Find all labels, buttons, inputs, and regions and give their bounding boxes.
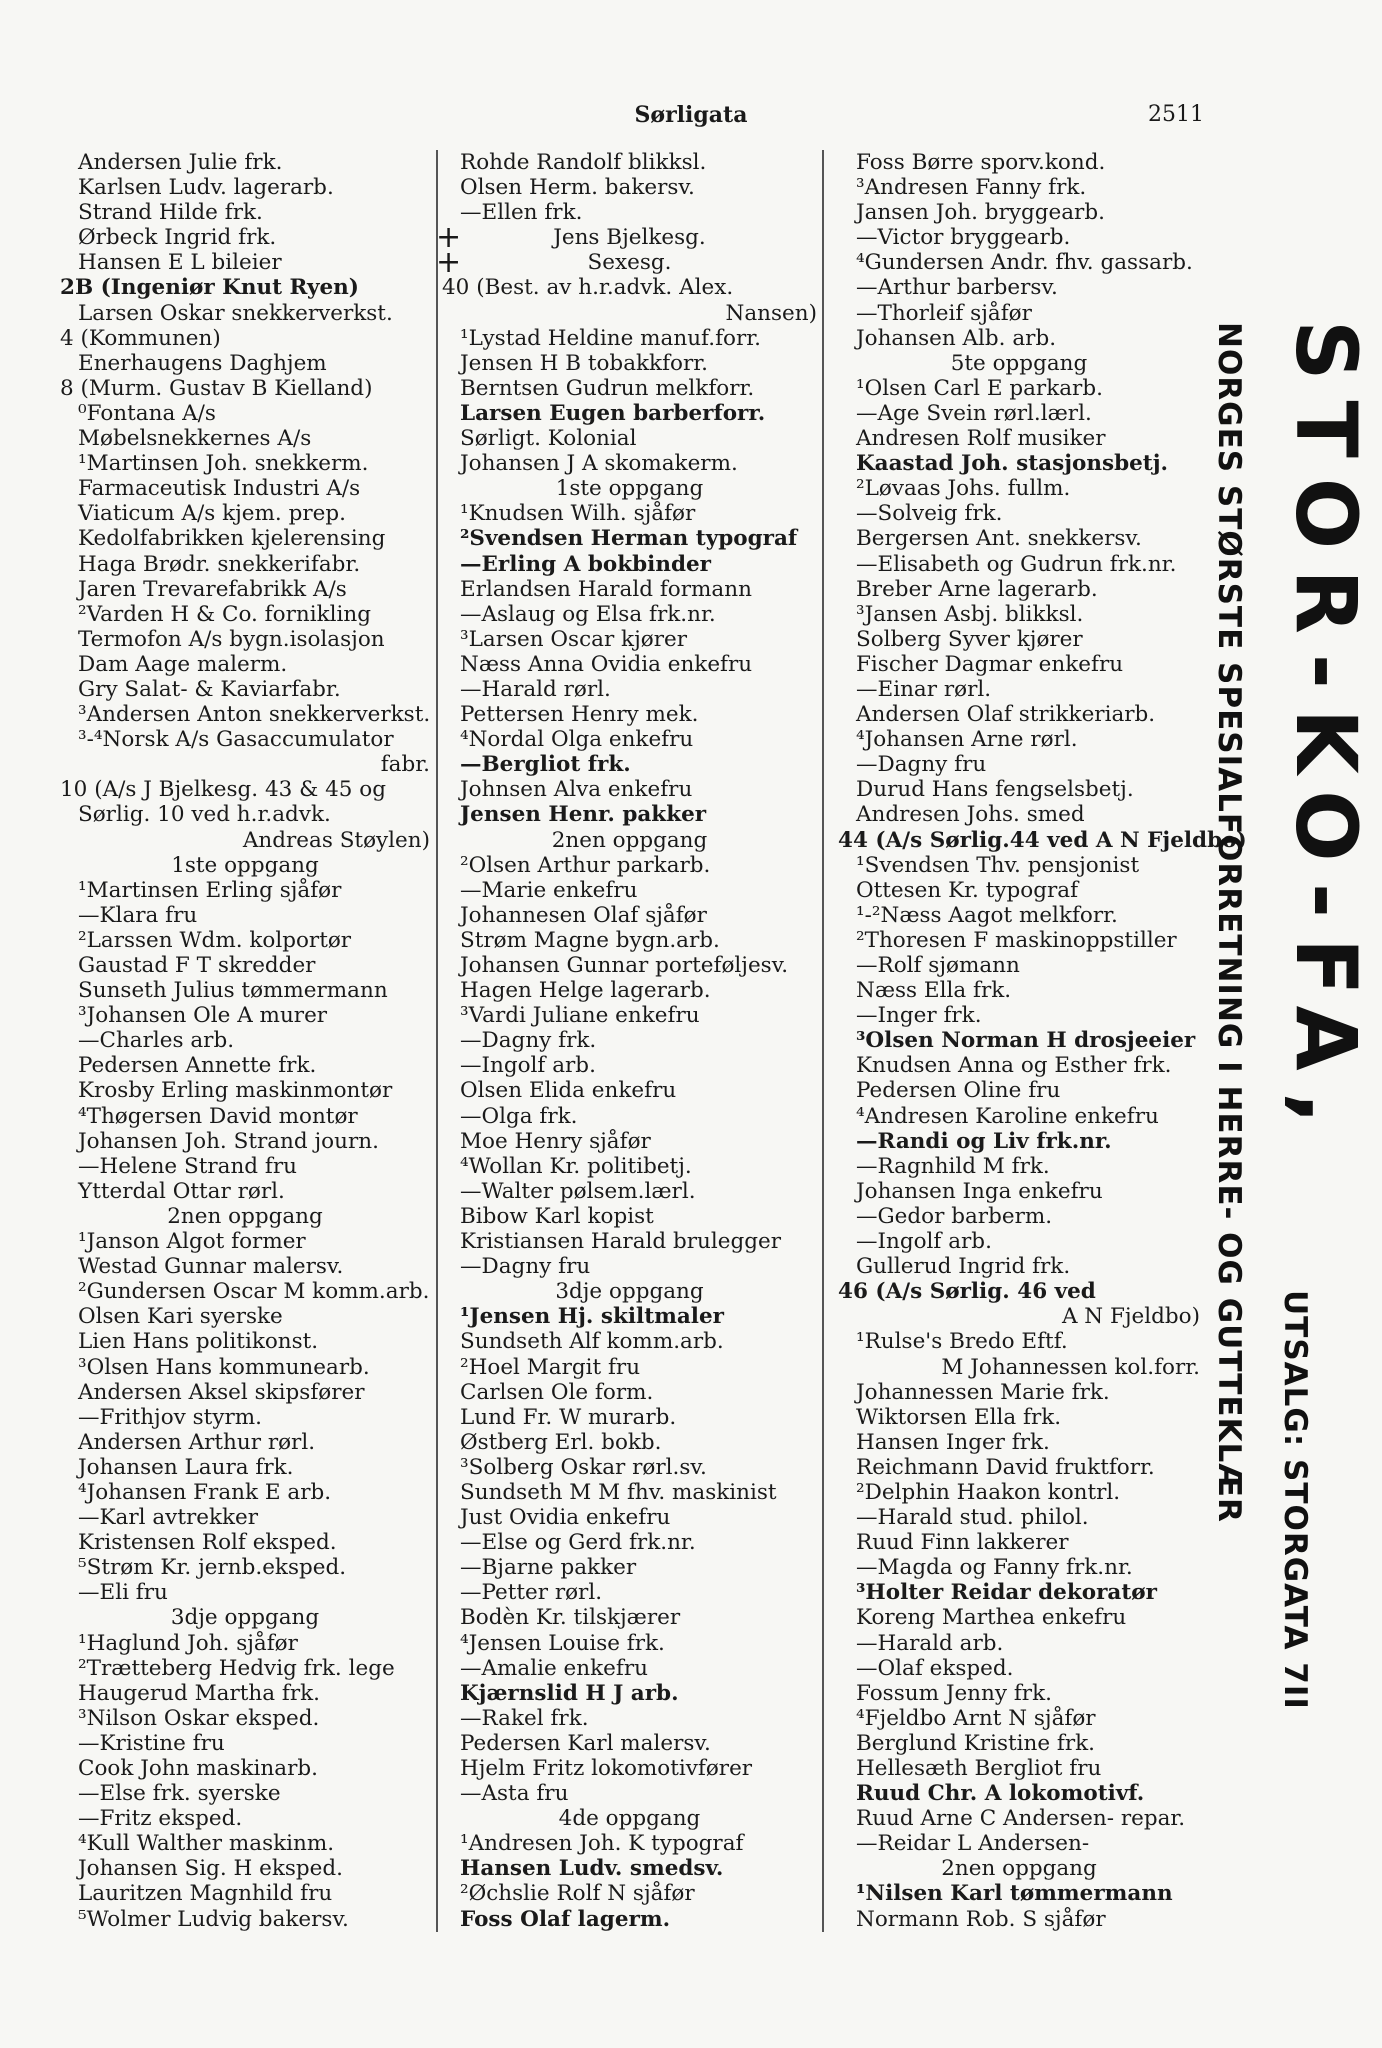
directory-entry: Bergersen Ant. snekkersv.: [856, 526, 1142, 552]
directory-entry: Larsen Oskar snekkerverkst.: [78, 300, 393, 326]
directory-entry: Møbelsnekkernes A/s: [78, 426, 312, 452]
directory-entry: —Age Svein rørl.lærl.: [856, 400, 1092, 426]
stairway-heading: Sexesg.: [587, 250, 672, 276]
directory-entry: —Eli fru: [78, 1580, 168, 1606]
directory-entry: Andersen Olaf strikkeriarb.: [856, 702, 1156, 728]
directory-entry: —Marie enkefru: [460, 877, 638, 903]
directory-entry: Haga Brødr. snekkerifabr.: [78, 551, 361, 577]
directory-entry: Ruud Arne C Andersen- repar.: [856, 1806, 1186, 1832]
directory-entry: Westad Gunnar malersv.: [78, 1254, 344, 1280]
directory-entry: ²Trætteberg Hedvig frk. lege: [78, 1655, 395, 1681]
directory-entry: ⁰Fontana A/s: [78, 400, 216, 426]
directory-entry: ⁵Strøm Kr. jernb.eksped.: [78, 1555, 347, 1581]
directory-entry: Johannessen Marie frk.: [856, 1379, 1110, 1405]
directory-entry: Johannesen Olaf sjåfør: [460, 902, 707, 928]
directory-entry: Ottesen Kr. typograf: [856, 877, 1079, 903]
directory-entry: Pedersen Annette frk.: [78, 1053, 317, 1079]
stairway-heading: 1ste oppgang: [171, 852, 319, 878]
directory-entry: fabr.: [380, 752, 430, 778]
directory-entry: Farmaceutisk Industri A/s: [78, 476, 361, 502]
directory-entry: Johansen Inga enkefru: [856, 1178, 1103, 1204]
cross-street-marker: +: [436, 245, 462, 280]
directory-entry: Næss Anna Ovidia enkefru: [460, 651, 753, 677]
address-heading: 46 (A/s Sørlig. 46 ved: [838, 1279, 1096, 1305]
directory-entry: Ruud Chr. A lokomotivf.: [856, 1781, 1145, 1807]
directory-entry: Andresen Johs. smed: [856, 802, 1085, 828]
directory-entry: ²Delphin Haakon kontrl.: [856, 1479, 1121, 1505]
advertisement-brand: STOR-KO-FA,: [1277, 320, 1375, 1145]
directory-entry: —Charles arb.: [78, 1028, 235, 1054]
directory-entry: ²Hoel Margit fru: [460, 1354, 641, 1380]
directory-entry: Sundseth Alf komm.arb.: [460, 1329, 724, 1355]
directory-entry: ¹Haglund Joh. sjåfør: [78, 1630, 298, 1656]
directory-entry: Næss Ella frk.: [856, 978, 1012, 1004]
directory-entry: ¹Olsen Carl E parkarb.: [856, 375, 1103, 401]
directory-entry: Sundseth M M fhv. maskinist: [460, 1479, 777, 1505]
directory-entry: ¹Nilsen Karl tømmermann: [856, 1881, 1173, 1907]
directory-entry: ³Olsen Hans kommunearb.: [78, 1354, 370, 1380]
directory-entry: Fossum Jenny frk.: [856, 1680, 1052, 1706]
directory-entry: ¹Janson Algot former: [78, 1229, 306, 1255]
directory-entry: Hansen Ludv. smedsv.: [460, 1856, 724, 1882]
directory-entry: Olsen Elida enkefru: [460, 1078, 677, 1104]
directory-entry: Hansen Inger frk.: [856, 1429, 1050, 1455]
directory-entry: —Kristine fru: [78, 1730, 225, 1756]
directory-entry: ⁵Wolmer Ludvig bakersv.: [78, 1906, 349, 1932]
directory-entry: —Rakel frk.: [460, 1705, 589, 1731]
directory-entry: Kedolfabrikken kjelerensing: [78, 526, 386, 552]
directory-entry: Berglund Kristine frk.: [856, 1730, 1095, 1756]
directory-entry: Jansen Joh. bryggearb.: [856, 200, 1105, 226]
address-heading: 2B (Ingeniør Knut Ryen): [60, 275, 359, 301]
directory-entry: Durud Hans fengselsbetj.: [856, 777, 1134, 803]
directory-entry: ³Johansen Ole A murer: [78, 1003, 328, 1029]
directory-entry: ³Larsen Oscar kjører: [460, 626, 687, 652]
column-divider: [822, 150, 824, 1932]
address-heading: 44 (A/s Sørlig.44 ved A N Fjeldbo): [838, 827, 1247, 853]
directory-entry: —Fritz eksped.: [78, 1806, 243, 1832]
directory-entry: Strand Hilde frk.: [78, 200, 263, 226]
directory-entry: ¹Martinsen Erling sjåfør: [78, 877, 342, 903]
directory-entry: Jensen Henr. pakker: [460, 802, 707, 828]
stairway-heading: Jens Bjelkesg.: [553, 225, 706, 251]
advertisement-outlet: UTSALG: STORGATA 7II: [1277, 1290, 1313, 1710]
directory-entry: Johnsen Alva enkefru: [460, 777, 693, 803]
directory-entry: Foss Børre sporv.kond.: [856, 150, 1106, 175]
directory-entry: Østberg Erl. bokb.: [460, 1429, 662, 1455]
directory-entry: ¹Andresen Joh. K typograf: [460, 1831, 744, 1857]
directory-entry: Andresen Rolf musiker: [856, 426, 1106, 452]
directory-entry: ⁴Nordal Olga enkefru: [460, 727, 694, 753]
directory-entry: —Reidar L Andersen-: [856, 1831, 1090, 1857]
directory-entry: Johansen J A skomakerm.: [460, 451, 738, 477]
directory-entry: Olsen Herm. bakersv.: [460, 175, 695, 201]
directory-entry: —Arthur barbersv.: [856, 275, 1058, 301]
directory-entry: Cook John maskinarb.: [78, 1756, 318, 1781]
directory-entry: Breber Arne lagerarb.: [856, 576, 1098, 602]
directory-entry: —Amalie enkefru: [460, 1655, 648, 1681]
directory-entry: —Erling A bokbinder: [460, 551, 712, 577]
directory-entry: ³Jansen Asbj. blikksl.: [856, 601, 1084, 627]
column-divider: [436, 150, 438, 1932]
directory-entry: Carlsen Ole form.: [460, 1379, 654, 1405]
directory-entry: —Ragnhild M frk.: [856, 1153, 1050, 1179]
stairway-heading: 5te oppgang: [950, 350, 1088, 376]
directory-entry: —Else og Gerd frk.nr.: [460, 1530, 696, 1556]
directory-entry: Rohde Randolf blikksl.: [460, 150, 707, 175]
directory-entry: Andreas Støylen): [242, 827, 430, 853]
directory-entry: Knudsen Anna og Esther frk.: [856, 1053, 1172, 1079]
directory-entry: Krosby Erling maskinmontør: [78, 1078, 393, 1104]
stairway-heading: 3dje oppgang: [170, 1605, 320, 1631]
directory-entry: Viaticum A/s kjem. prep.: [78, 501, 346, 527]
directory-entry: —Harald rørl.: [460, 676, 611, 702]
directory-entry: —Rolf sjømann: [856, 953, 1020, 978]
directory-entry: Andersen Arthur rørl.: [78, 1429, 316, 1455]
directory-entry: Andersen Julie frk.: [78, 150, 283, 175]
directory-entry: Larsen Eugen barberforr.: [460, 400, 766, 426]
directory-entry: —Bergliot frk.: [460, 752, 631, 778]
page-number: 2511: [1148, 102, 1204, 127]
directory-entry: ⁴Wollan Kr. politibetj.: [460, 1153, 692, 1179]
directory-entry: Ytterdal Ottar rørl.: [78, 1178, 285, 1204]
directory-entry: Moe Henry sjåfør: [460, 1128, 651, 1154]
directory-entry: —Walter pølsem.lærl.: [460, 1178, 696, 1204]
page-title: Sørligata: [634, 102, 748, 128]
directory-entry: Kristensen Rolf eksped.: [78, 1530, 337, 1556]
directory-entry: —Dagny fru: [460, 1254, 591, 1280]
directory-entry: ³Nilson Oskar eksped.: [78, 1705, 320, 1731]
directory-entry: ⁴Jensen Louise frk.: [460, 1630, 665, 1656]
directory-entry: Termofon A/s bygn.isolasjon: [78, 626, 385, 652]
directory-entry: Jaren Trevarefabrikk A/s: [78, 576, 347, 602]
directory-entry: —Gedor barberm.: [856, 1203, 1053, 1229]
directory-entry: —Harald arb.: [856, 1630, 1004, 1656]
directory-entry: —Karl avtrekker: [78, 1505, 259, 1531]
directory-entry: ⁴Fjeldbo Arnt N sjåfør: [856, 1705, 1096, 1731]
directory-entry: Andersen Aksel skipsfører: [78, 1379, 365, 1405]
directory-entry: ³-⁴Norsk A/s Gasaccumulator: [78, 727, 394, 753]
directory-entry: Lien Hans politikonst.: [78, 1329, 319, 1355]
directory-entry: Nansen): [725, 300, 817, 326]
directory-entry: ³Vardi Juliane enkefru: [460, 1003, 700, 1029]
directory-entry: ²Varden H & Co. fornikling: [78, 601, 371, 627]
directory-entry: Koreng Marthea enkefru: [856, 1605, 1127, 1631]
directory-entry: —Bjarne pakker: [460, 1555, 637, 1581]
page-header: [0, 102, 1382, 136]
directory-entry: —Ellen frk.: [460, 200, 583, 226]
directory-entry: Johansen Sig. H eksped.: [78, 1856, 344, 1882]
directory-entry: ⁴Kull Walther maskinm.: [78, 1831, 335, 1857]
directory-entry: Ruud Finn lakkerer: [856, 1530, 1069, 1556]
directory-entry: —Olaf eksped.: [856, 1655, 1014, 1681]
directory-entry: Reichmann David fruktforr.: [856, 1454, 1155, 1480]
directory-entry: A N Fjeldbo): [1061, 1304, 1200, 1330]
directory-entry: —Harald stud. philol.: [856, 1505, 1089, 1531]
directory-entry: Just Ovidia enkefru: [460, 1505, 671, 1531]
cross-street-marker: +: [436, 220, 462, 255]
directory-entry: Berntsen Gudrun melkforr.: [460, 375, 755, 401]
directory-entry: Lauritzen Magnhild fru: [78, 1881, 333, 1907]
directory-entry: Pettersen Henry mek.: [460, 702, 699, 728]
directory-entry: —Dagny fru: [856, 752, 987, 778]
directory-entry: ⁴Andresen Karoline enkefru: [856, 1103, 1159, 1129]
directory-entry: ¹Svendsen Thv. pensjonist: [856, 852, 1140, 878]
address-heading: 40 (Best. av h.r.advk. Alex.: [442, 275, 734, 301]
directory-entry: Hjelm Fritz lokomotivfører: [460, 1756, 753, 1781]
directory-entry: —Else frk. syerske: [78, 1781, 281, 1807]
directory-entry: ¹Martinsen Joh. snekkerm.: [78, 451, 369, 477]
directory-entry: —Elisabeth og Gudrun frk.nr.: [856, 551, 1177, 577]
stairway-heading: 1ste oppgang: [555, 476, 704, 502]
directory-entry: —Solveig frk.: [856, 501, 1003, 527]
directory-entry: ⁴Gundersen Andr. fhv. gassarb.: [856, 250, 1193, 276]
directory-entry: Sørlig. 10 ved h.r.advk.: [78, 802, 331, 828]
directory-entry: —Victor bryggearb.: [856, 225, 1071, 251]
directory-entry: Karlsen Ludv. lagerarb.: [78, 175, 334, 201]
directory-entry: Bodèn Kr. tilskjærer: [460, 1605, 681, 1631]
directory-entry: ¹Rulse's Bredo Eftf.: [856, 1329, 1068, 1355]
address-heading: 4 (Kommunen): [60, 325, 221, 351]
directory-entry: ⁴Johansen Frank E arb.: [78, 1479, 332, 1505]
directory-entry: ⁴Johansen Arne rørl.: [856, 727, 1078, 753]
directory-column-2: [442, 150, 817, 1932]
directory-entry: —Thorleif sjåfør: [856, 300, 1032, 326]
directory-entry: —Einar rørl.: [856, 676, 992, 702]
directory-entry: ³Andresen Fanny frk.: [856, 175, 1087, 201]
directory-entry: Pedersen Oline fru: [856, 1078, 1061, 1104]
directory-entry: ²Løvaas Johs. fullm.: [856, 476, 1071, 502]
directory-entry: ²Thoresen F maskinoppstiller: [856, 927, 1177, 953]
directory-entry: ²Larssen Wdm. kolportør: [78, 927, 352, 953]
stairway-heading: 4de oppgang: [558, 1806, 701, 1832]
directory-entry: Johansen Alb. arb.: [856, 325, 1057, 351]
directory-entry: Enerhaugens Daghjem: [78, 350, 327, 376]
directory-column-1: [60, 150, 430, 1932]
directory-entry: Gry Salat- & Kaviarfabr.: [78, 676, 341, 702]
directory-entry: Lund Fr. W murarb.: [460, 1404, 677, 1430]
directory-entry: —Randi og Liv frk.nr.: [856, 1128, 1112, 1154]
directory-entry: ³Holter Reidar dekoratør: [856, 1580, 1157, 1606]
directory-entry: ¹Knudsen Wilh. sjåfør: [460, 501, 696, 527]
directory-entry: Dam Aage malerm.: [78, 651, 288, 677]
stairway-heading: 2nen oppgang: [941, 1856, 1097, 1882]
directory-entry: Hagen Helge lagerarb.: [460, 978, 711, 1004]
directory-entry: ¹Lystad Heldine manuf.forr.: [460, 325, 761, 351]
address-heading: 10 (A/s J Bjelkesg. 43 & 45 og: [60, 777, 387, 803]
directory-entry: Johansen Laura frk.: [78, 1454, 294, 1480]
directory-entry: —Magda og Fanny frk.nr.: [856, 1555, 1133, 1581]
directory-entry: ¹-²Næss Aagot melkforr.: [856, 902, 1118, 928]
directory-entry: Sørligt. Kolonial: [460, 426, 637, 452]
directory-entry: Pedersen Karl malersv.: [460, 1730, 711, 1756]
advertisement-slogan: NORGES STØRSTE SPESIALFORRETNING I HERRE- OG GUTTEKLÆR: [1211, 322, 1247, 1523]
stairway-heading: 2nen oppgang: [167, 1203, 323, 1229]
directory-entry: Bibow Karl kopist: [460, 1203, 654, 1229]
directory-entry: —Frithjov styrm.: [78, 1404, 262, 1430]
directory-entry: ²Øchslie Rolf N sjåfør: [460, 1881, 695, 1907]
directory-entry: —Ingolf arb.: [460, 1053, 596, 1079]
directory-entry: Wiktorsen Ella frk.: [856, 1404, 1062, 1430]
directory-entry: ³Solberg Oskar rørl.sv.: [460, 1454, 707, 1480]
directory-entry: Hansen E L bileier: [78, 250, 282, 276]
directory-entry: Ørbeck Ingrid frk.: [78, 225, 277, 251]
directory-entry: —Inger frk.: [856, 1003, 982, 1029]
directory-entry: Foss Olaf lagerm.: [460, 1906, 671, 1932]
address-heading: 8 (Murm. Gustav B Kielland): [60, 375, 373, 401]
directory-entry: ³Olsen Norman H drosjeeier: [856, 1028, 1196, 1054]
directory-entry: Johansen Joh. Strand journ.: [78, 1128, 379, 1154]
directory-entry: ⁴Thøgersen David montør: [78, 1103, 358, 1129]
directory-entry: ²Svendsen Herman typograf: [460, 526, 798, 552]
directory-entry: Johansen Gunnar porteføljesv.: [460, 953, 789, 978]
directory-entry: ²Gundersen Oscar M komm.arb.: [78, 1279, 430, 1305]
directory-entry: —Asta fru: [460, 1781, 569, 1807]
directory-entry: —Dagny frk.: [460, 1028, 597, 1054]
stairway-heading: 3dje oppgang: [555, 1279, 704, 1305]
directory-entry: —Petter rørl.: [460, 1580, 603, 1606]
directory-entry: Gullerud Ingrid frk.: [856, 1254, 1071, 1280]
directory-entry: M Johannessen kol.forr.: [941, 1354, 1200, 1380]
directory-entry: Kaastad Joh. stasjonsbetj.: [856, 451, 1168, 477]
directory-entry: —Ingolf arb.: [856, 1229, 992, 1255]
directory-entry: Solberg Syver kjører: [856, 626, 1083, 652]
directory-entry: —Olga frk.: [460, 1103, 578, 1129]
directory-entry: ²Olsen Arthur parkarb.: [460, 852, 711, 878]
directory-entry: Kristiansen Harald brulegger: [460, 1229, 782, 1255]
directory-entry: Strøm Magne bygn.arb.: [460, 927, 720, 953]
directory-entry: ³Andersen Anton snekkerverkst.: [78, 702, 431, 728]
directory-entry: —Aslaug og Elsa frk.nr.: [460, 601, 716, 627]
stairway-heading: 2nen oppgang: [551, 827, 708, 853]
directory-entry: Sunseth Julius tømmermann: [78, 978, 388, 1004]
directory-entry: Olsen Kari syerske: [78, 1304, 283, 1330]
directory-entry: Kjærnslid H J arb.: [460, 1680, 679, 1706]
directory-entry: Haugerud Martha frk.: [78, 1680, 320, 1706]
directory-entry: —Helene Strand fru: [78, 1153, 297, 1179]
directory-entry: Normann Rob. S sjåfør: [856, 1906, 1106, 1932]
directory-entry: Jensen H B tobakkforr.: [460, 350, 708, 376]
directory-entry: Erlandsen Harald formann: [460, 576, 752, 602]
directory-entry: Hellesæth Bergliot fru: [856, 1756, 1102, 1781]
directory-entry: Gaustad F T skredder: [78, 953, 316, 978]
directory-entry: ¹Jensen Hj. skiltmaler: [460, 1304, 724, 1330]
directory-entry: Fischer Dagmar enkefru: [856, 651, 1124, 677]
directory-entry: —Klara fru: [78, 902, 198, 928]
